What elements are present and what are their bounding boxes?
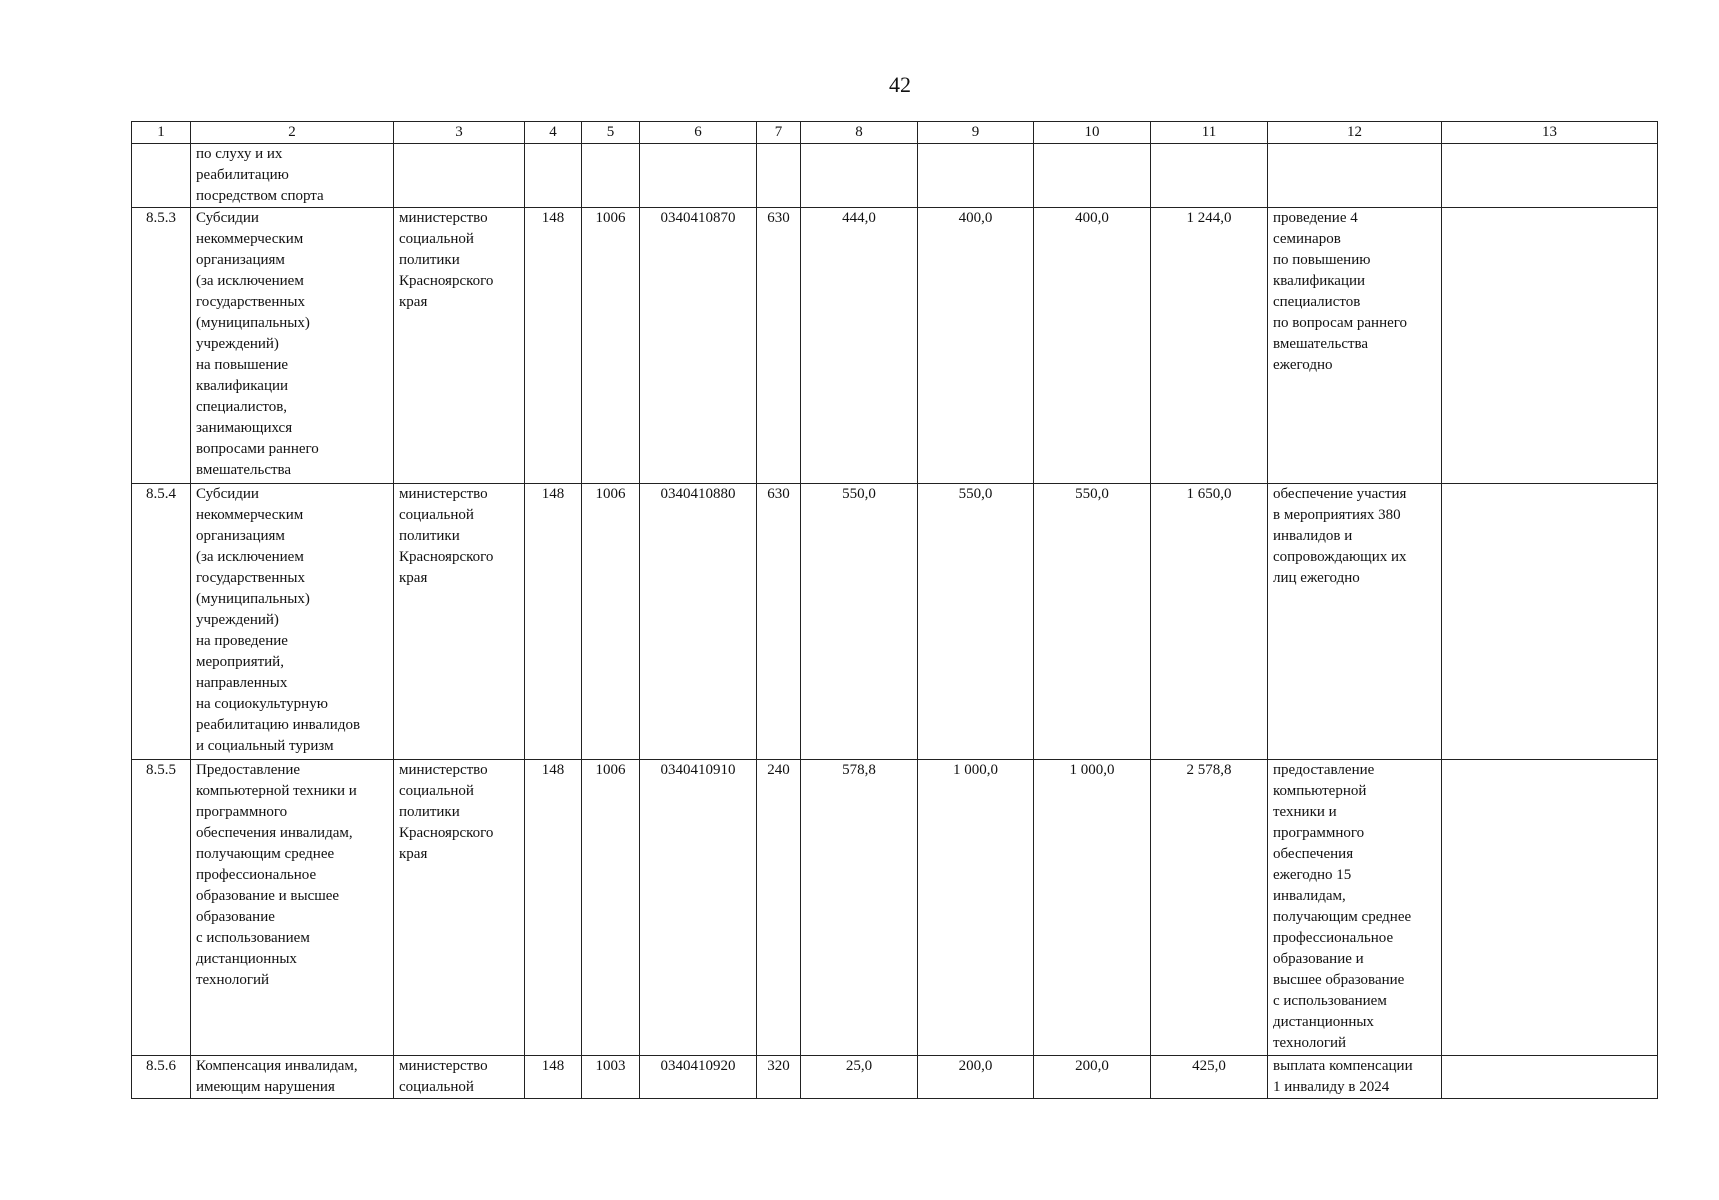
- column-number-header-row: [132, 122, 1658, 144]
- column-header: 3: [394, 122, 525, 144]
- row-number-cell: [132, 144, 191, 208]
- section-code-cell-text: 1006: [595, 486, 626, 502]
- responsible-agency-cell: [394, 144, 525, 208]
- row-number-cell: [132, 484, 191, 760]
- amount-year1-cell: [801, 208, 918, 484]
- measure-name-cell: [191, 208, 394, 484]
- measure-name-cell-text: Субсидии некоммерческим организациям (за исключением государственных (муниципальных) учреждений) на проведение мероприятий, направленных на социокультурную реабилитацию инвалидов и социальный туризм: [196, 486, 361, 754]
- row-number-cell-text: 8.5.6: [146, 1058, 176, 1074]
- grbs-code-cell: [525, 144, 582, 208]
- amount-year3-cell-text: 200,0: [1075, 1058, 1109, 1074]
- amount-total-cell: [1151, 208, 1268, 484]
- amount-total-cell-text: 1 244,0: [1186, 210, 1232, 226]
- column-header: 9: [918, 122, 1034, 144]
- table-row: [132, 208, 1658, 484]
- page-number: 42: [889, 72, 911, 97]
- expense-type-cell: [757, 208, 801, 484]
- responsible-agency-cell: [394, 208, 525, 484]
- amount-year1-cell-text: 578,8: [842, 762, 876, 778]
- amount-total-cell-text: 1 650,0: [1186, 486, 1232, 502]
- amount-total-cell-text: 425,0: [1192, 1058, 1226, 1074]
- responsible-agency-cell-text: министерство социальной политики Красноярского края: [399, 762, 494, 862]
- column-header: 6: [640, 122, 757, 144]
- expense-type-cell-text: 240: [767, 762, 790, 778]
- expected-result-cell: [1268, 1056, 1442, 1099]
- grbs-code-cell-text: 148: [541, 762, 565, 778]
- responsible-agency-cell-text: министерство социальной: [399, 1058, 488, 1095]
- row-number-cell: [132, 208, 191, 484]
- section-code-cell: [582, 484, 640, 760]
- notes-cell: [1442, 144, 1658, 208]
- column-header: 12: [1268, 122, 1442, 144]
- grbs-code-cell-text: 148: [541, 210, 565, 226]
- amount-year1-cell-text: 550,0: [842, 486, 876, 502]
- amount-year3-cell: [1034, 1056, 1151, 1099]
- notes-cell: [1442, 1056, 1658, 1099]
- responsible-agency-cell: [394, 760, 525, 1056]
- column-header: 4: [525, 122, 582, 144]
- expense-type-cell: [757, 484, 801, 760]
- amount-year2-cell: [918, 144, 1034, 208]
- expected-result-cell: [1268, 484, 1442, 760]
- amount-year3-cell: [1034, 208, 1151, 484]
- amount-year1-cell: [801, 144, 918, 208]
- measure-name-cell-text: Компенсация инвалидам, имеющим нарушения: [196, 1058, 358, 1095]
- column-header: 7: [757, 122, 801, 144]
- expense-type-cell-text: 320: [767, 1058, 790, 1074]
- row-number-cell-text: 8.5.5: [146, 762, 176, 778]
- amount-year2-cell-text: 400,0: [958, 210, 993, 226]
- expected-result-cell: [1268, 208, 1442, 484]
- expected-result-cell-text: обеспечение участия в мероприятиях 380 инвалидов и сопровождающих их лиц ежегодно: [1273, 486, 1407, 586]
- expected-result-cell: [1268, 144, 1442, 208]
- amount-year2-cell-text: 200,0: [958, 1058, 993, 1074]
- amount-year1-cell: [801, 484, 918, 760]
- target-article-cell: [640, 484, 757, 760]
- amount-total-cell: [1151, 1056, 1268, 1099]
- target-article-cell-text: 0340410870: [660, 210, 736, 226]
- column-header: 11: [1151, 122, 1268, 144]
- section-code-cell: [582, 144, 640, 208]
- responsible-agency-cell-text: министерство социальной политики Красноярского края: [399, 486, 494, 586]
- section-code-cell-text: 1006: [595, 210, 626, 226]
- target-article-cell: [640, 144, 757, 208]
- grbs-code-cell: [525, 760, 582, 1056]
- expense-type-cell-text: 630: [767, 210, 790, 226]
- amount-year3-cell-text: 400,0: [1075, 210, 1109, 226]
- row-number-cell: [132, 1056, 191, 1099]
- measure-name-cell: [191, 484, 394, 760]
- amount-year1-cell: [801, 760, 918, 1056]
- amount-year3-cell: [1034, 484, 1151, 760]
- expected-result-cell-text: выплата компенсации 1 инвалиду в 2024: [1273, 1058, 1413, 1095]
- measure-name-cell-text: по слуху и их реабилитацию посредством спорта: [196, 146, 324, 204]
- grbs-code-cell-text: 148: [541, 1058, 565, 1074]
- section-code-cell: [582, 1056, 640, 1099]
- column-header: 2: [191, 122, 394, 144]
- target-article-cell-text: 0340410880: [660, 486, 736, 502]
- grbs-code-cell: [525, 208, 582, 484]
- row-number-cell-text: 8.5.3: [146, 210, 176, 226]
- measure-name-cell: [191, 1056, 394, 1099]
- measure-name-cell: [191, 144, 394, 208]
- grbs-code-cell: [525, 484, 582, 760]
- expected-result-cell-text: предоставление компьютерной техники и программного обеспечения ежегодно 15 инвалидам, получающим среднее профессиональное образование и высшее образование с использованием дистанционных технологий: [1273, 762, 1412, 1051]
- grbs-code-cell-text: 148: [541, 486, 565, 502]
- amount-year1-cell-text: 25,0: [845, 1058, 873, 1074]
- target-article-cell: [640, 760, 757, 1056]
- amount-year1-cell: [801, 1056, 918, 1099]
- notes-cell: [1442, 484, 1658, 760]
- section-code-cell-text: 1006: [595, 762, 626, 778]
- table-row: [132, 1056, 1658, 1099]
- section-code-cell-text: 1003: [595, 1058, 626, 1074]
- amount-year3-cell-text: 1 000,0: [1069, 762, 1115, 778]
- table-row: [132, 484, 1658, 760]
- table-row: [132, 760, 1658, 1056]
- amount-year2-cell-text: 1 000,0: [953, 762, 998, 778]
- measure-name-cell-text: Предоставление компьютерной техники и программного обеспечения инвалидам, получающим среднее профессиональное образование и высшее образование с использованием дистанционных технологий: [196, 762, 357, 988]
- amount-year3-cell: [1034, 144, 1151, 208]
- column-header: 8: [801, 122, 918, 144]
- amount-year3-cell: [1034, 760, 1151, 1056]
- expense-type-cell: [757, 144, 801, 208]
- responsible-agency-cell: [394, 1056, 525, 1099]
- table-row: [132, 144, 1658, 208]
- row-number-cell: [132, 760, 191, 1056]
- section-code-cell: [582, 208, 640, 484]
- responsible-agency-cell-text: министерство социальной политики Красноярского края: [399, 210, 494, 310]
- responsible-agency-cell: [394, 484, 525, 760]
- amount-year2-cell: [918, 208, 1034, 484]
- expense-type-cell-text: 630: [767, 486, 790, 502]
- program-measures-table: [131, 121, 1658, 1099]
- target-article-cell: [640, 208, 757, 484]
- amount-year1-cell-text: 444,0: [842, 210, 876, 226]
- expense-type-cell: [757, 1056, 801, 1099]
- grbs-code-cell: [525, 1056, 582, 1099]
- measure-name-cell: [191, 760, 394, 1056]
- amount-year2-cell-text: 550,0: [958, 486, 993, 502]
- expected-result-cell: [1268, 760, 1442, 1056]
- column-header: 13: [1442, 122, 1658, 144]
- target-article-cell-text: 0340410910: [660, 762, 736, 778]
- column-header: 10: [1034, 122, 1151, 144]
- amount-total-cell: [1151, 144, 1268, 208]
- column-header: 1: [132, 122, 191, 144]
- amount-total-cell: [1151, 484, 1268, 760]
- notes-cell: [1442, 208, 1658, 484]
- amount-year2-cell: [918, 1056, 1034, 1099]
- column-header: 5: [582, 122, 640, 144]
- section-code-cell: [582, 760, 640, 1056]
- amount-year3-cell-text: 550,0: [1075, 486, 1109, 502]
- amount-year2-cell: [918, 760, 1034, 1056]
- measure-name-cell-text: Субсидии некоммерческим организациям (за исключением государственных (муниципальных) учреждений) на повышение квалификации специалистов, занимающихся вопросами раннего вмешательства: [196, 210, 319, 478]
- expected-result-cell-text: проведение 4 семинаров по повышению квалификации специалистов по вопросам раннего вмешательства ежегодно: [1273, 210, 1408, 373]
- row-number-cell-text: 8.5.4: [146, 486, 176, 502]
- target-article-cell-text: 0340410920: [660, 1058, 736, 1074]
- notes-cell: [1442, 760, 1658, 1056]
- amount-total-cell-text: 2 578,8: [1186, 762, 1232, 778]
- expense-type-cell: [757, 760, 801, 1056]
- amount-total-cell: [1151, 760, 1268, 1056]
- target-article-cell: [640, 1056, 757, 1099]
- amount-year2-cell: [918, 484, 1034, 760]
